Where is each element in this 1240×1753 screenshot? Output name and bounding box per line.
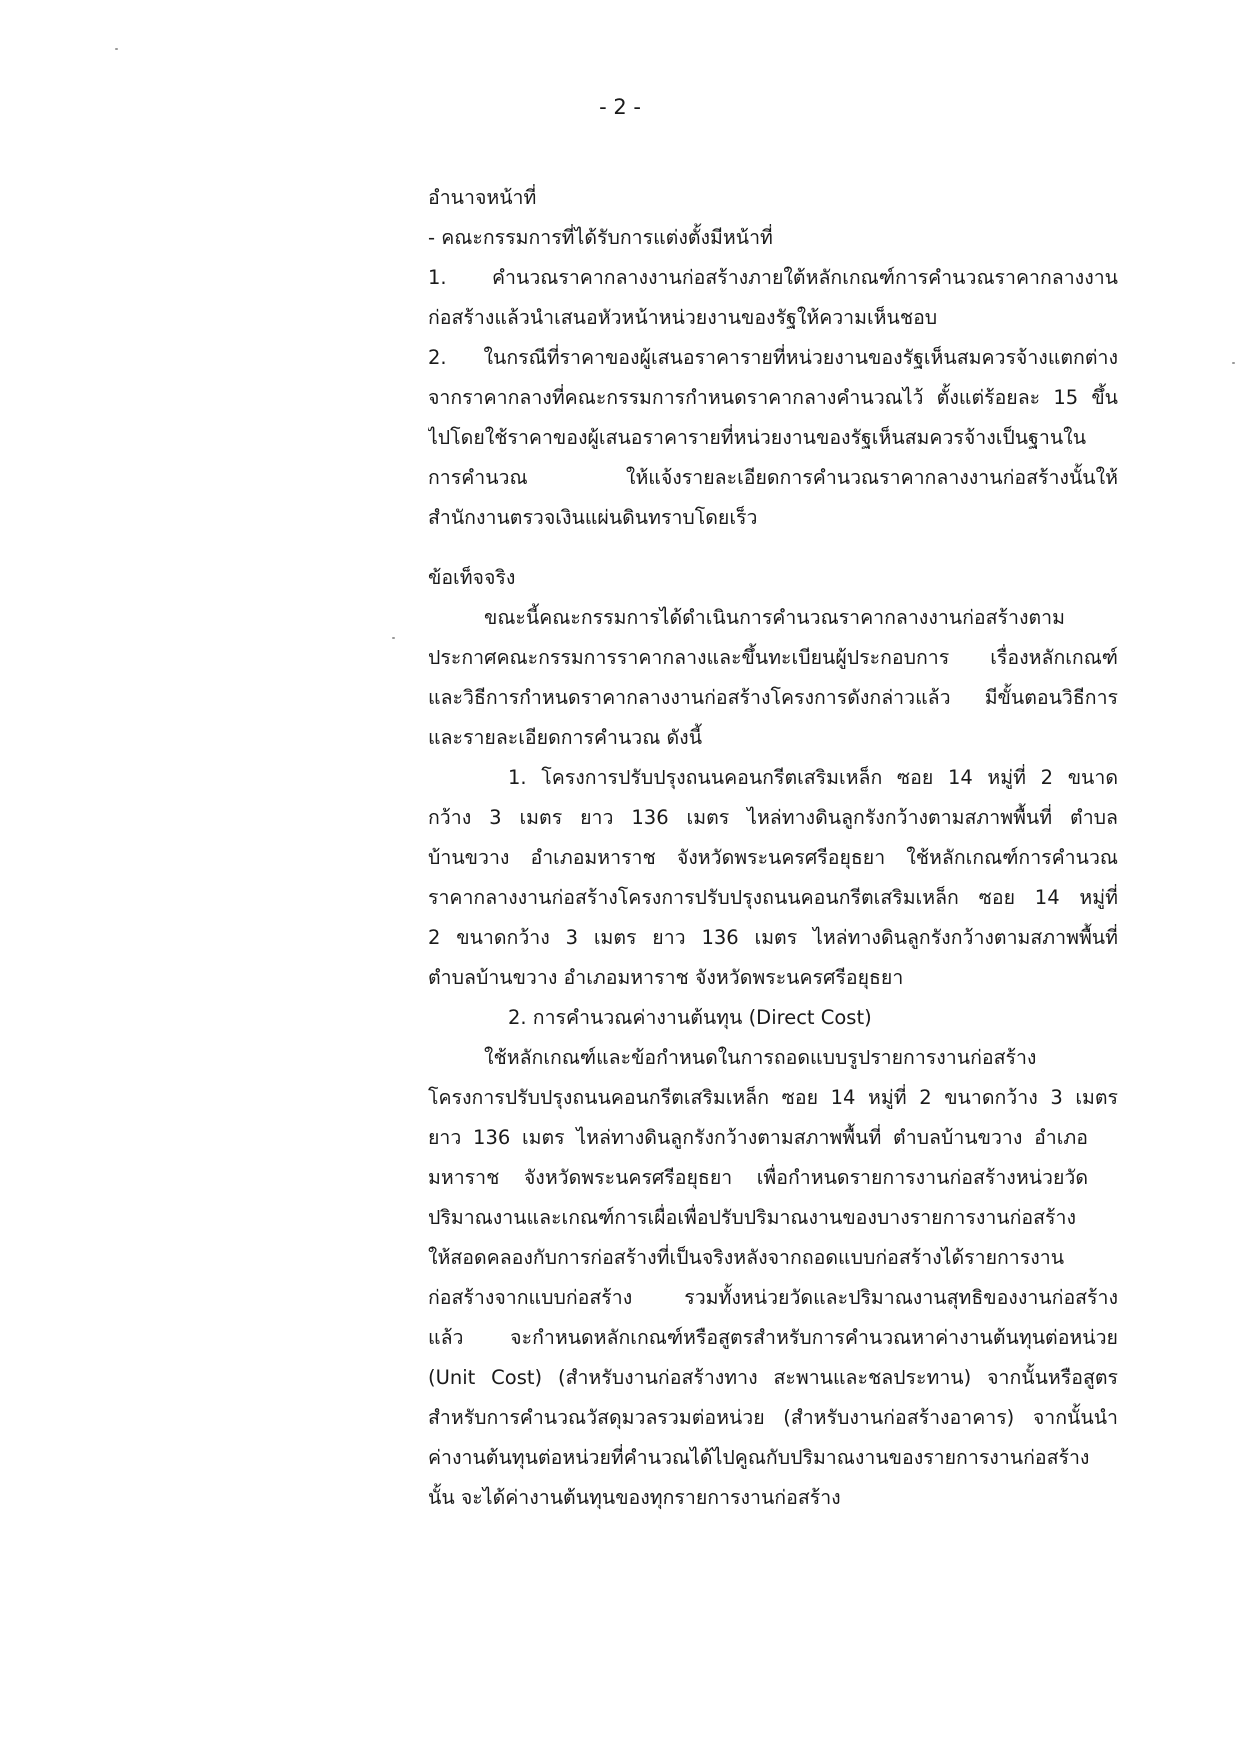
item2-line: นั้น จะได้ค่างานต้นทุนของทุกรายการงานก่อสร้าง: [428, 1486, 841, 1509]
facts-intro-line: และวิธีการกำหนดราคากลางงานก่อสร้างโครงการดังกล่าวแล้ว มีขั้นตอนวิธีการ: [428, 686, 1118, 709]
item2-line: ปริมาณงานและเกณฑ์การเผื่อเพื่อปรับปริมาณงานของบางรายการงานก่อสร้าง: [428, 1206, 1076, 1229]
item1-line: บ้านขวาง อำเภอมหาราช จังหวัดพระนครศรีอยุธยา ใช้หลักเกณฑ์การคำนวณ: [428, 846, 1118, 869]
item1-line: กว้าง 3 เมตร ยาว 136 เมตร ไหล่ทางดินลูกรังกว้างตามสภาพพื้นที่ ตำบล: [428, 806, 1118, 829]
item2-line: ให้สอดคลองกับการก่อสร้างที่เป็นจริงหลังจากถอดแบบก่อสร้างได้รายการงาน: [428, 1246, 1065, 1269]
item2-line: โครงการปรับปรุงถนนคอนกรีตเสริมเหล็ก ซอย 14 หมู่ที่ 2 ขนาดกว้าง 3 เมตร: [428, 1086, 1118, 1109]
item2-line: ยาว 136 เมตร ไหล่ทางดินลูกรังกว้างตามสภาพพื้นที่ ตำบลบ้านขวาง อำเภอ: [428, 1126, 1088, 1149]
item2-line: แล้ว จะกำหนดหลักเกณฑ์หรือสูตรสำหรับการคำนวณหาค่างานต้นทุนต่อหน่วย: [428, 1326, 1118, 1349]
duty-line: จากราคากลางที่คณะกรรมการกำหนดราคากลางคำนวณไว้ ตั้งแต่ร้อยละ 15 ขึ้น: [428, 386, 1118, 409]
scan-speck: [115, 48, 118, 50]
item2-line: ใช้หลักเกณฑ์และข้อกำหนดในการถอดแบบรูปรายการงานก่อสร้าง: [484, 1046, 1037, 1069]
item2-line: ก่อสร้างจากแบบก่อสร้าง รวมทั้งหน่วยวัดและปริมาณงานสุทธิของงานก่อสร้าง: [428, 1286, 1118, 1309]
duty-line: 2. ในกรณีที่ราคาของผู้เสนอราคารายที่หน่วยงานของรัฐเห็นสมควรจ้างแตกต่าง: [428, 346, 1118, 369]
item1-line: 2 ขนาดกว้าง 3 เมตร ยาว 136 เมตร ไหล่ทางดินลูกรังกว้างตามสภาพพื้นที่: [428, 926, 1118, 949]
item1-line: ราคากลางงานก่อสร้างโครงการปรับปรุงถนนคอนกรีตเสริมเหล็ก ซอย 14 หมู่ที่: [428, 886, 1118, 909]
duty-line: สำนักงานตรวจเงินแผ่นดินทราบโดยเร็ว: [428, 506, 758, 529]
item1-line: 1. โครงการปรับปรุงถนนคอนกรีตเสริมเหล็ก ซอย 14 หมู่ที่ 2 ขนาด: [508, 766, 1118, 789]
scan-speck: [1232, 362, 1235, 364]
duty-line: ไปโดยใช้ราคาของผู้เสนอราคารายที่หน่วยงานของรัฐเห็นสมควรจ้างเป็นฐานใน: [428, 426, 1087, 449]
item2-line: ค่างานต้นทุนต่อหน่วยที่คำนวณได้ไปคูณกับปริมาณงานของรายการงานก่อสร้าง: [428, 1446, 1090, 1469]
section-heading-duty: อำนาจหน้าที่: [428, 186, 537, 209]
duty-line: 1. คำนวณราคากลางงานก่อสร้างภายใต้หลักเกณฑ์การคำนวณราคากลางงาน: [428, 266, 1118, 289]
duty-line: - คณะกรรมการที่ได้รับการแต่งตั้งมีหน้าที่: [428, 226, 773, 249]
item2-line: สำหรับการคำนวณวัสดุมวลรวมต่อหน่วย (สำหรับงานก่อสร้างอาคาร) จากนั้นนำ: [428, 1406, 1118, 1429]
duty-line: การคำนวณ ให้แจ้งรายละเอียดการคำนวณราคากลางงานก่อสร้างนั้นให้: [428, 466, 1118, 489]
facts-intro-line: ประกาศคณะกรรมการราคากลางและขึ้นทะเบียนผู้ประกอบการ เรื่องหลักเกณฑ์: [428, 646, 1118, 669]
item2-line: มหาราช จังหวัดพระนครศรีอยุธยา เพื่อกำหนดรายการงานก่อสร้างหน่วยวัด: [428, 1166, 1088, 1189]
section-heading-facts: ข้อเท็จจริง: [428, 566, 516, 589]
item1-line: ตำบลบ้านขวาง อำเภอมหาราช จังหวัดพระนครศรีอยุธยา: [428, 966, 904, 989]
facts-intro-line: และรายละเอียดการคำนวณ ดังนี้: [428, 726, 703, 749]
duty-line: ก่อสร้างแล้วนำเสนอหัวหน้าหน่วยงานของรัฐให้ความเห็นชอบ: [428, 306, 938, 329]
item2-line: (Unit Cost) (สำหรับงานก่อสร้างทาง สะพานและชลประทาน) จากนั้นหรือสูตร: [428, 1366, 1118, 1389]
document-body: [428, 178, 1118, 1518]
facts-intro-line: ขณะนี้คณะกรรมการได้ดำเนินการคำนวณราคากลางงานก่อสร้างตาม: [484, 606, 1065, 629]
item2-heading: 2. การคำนวณค่างานต้นทุน (Direct Cost): [508, 1006, 872, 1029]
scan-speck: [392, 637, 395, 639]
page-number: - 2 -: [599, 95, 641, 119]
